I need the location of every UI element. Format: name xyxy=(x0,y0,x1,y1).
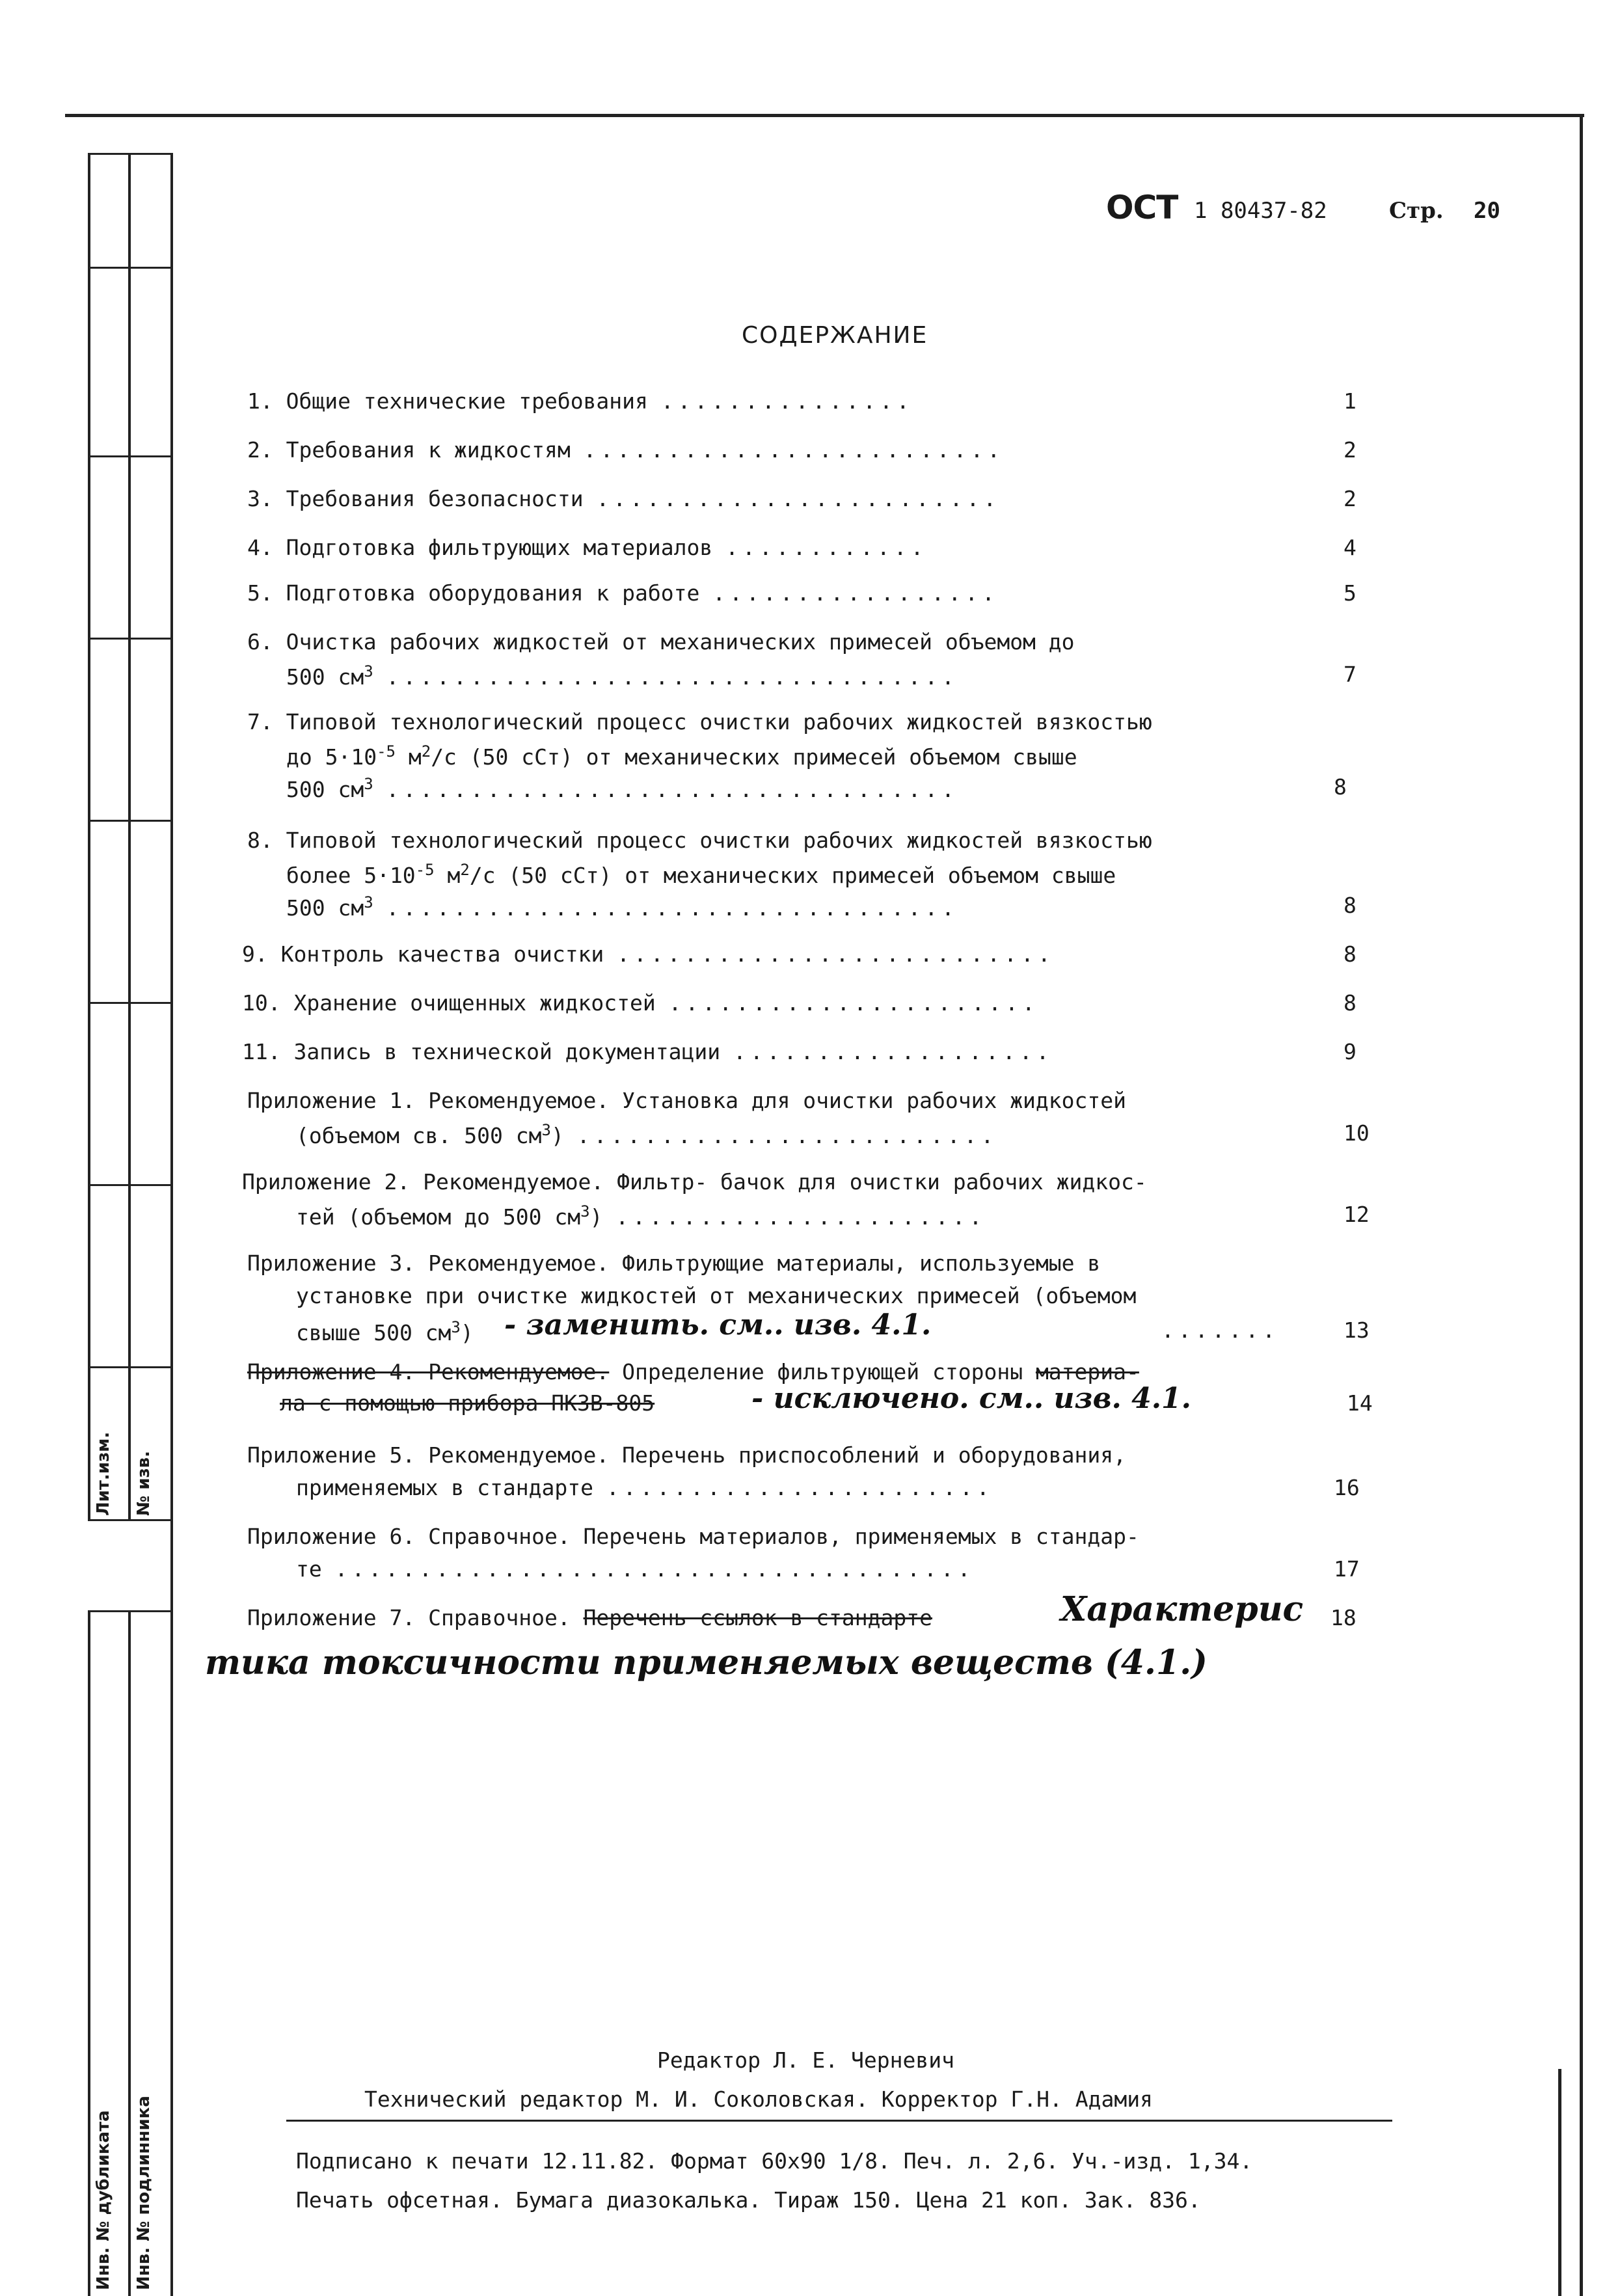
handwritten-note-title-part1: Характерис xyxy=(1060,1589,1304,1629)
toc-item-1: 1. Общие технические требования ............... xyxy=(247,388,913,414)
toc-page: 8 xyxy=(1343,990,1357,1016)
toc-appendix-1-line2: (объемом св. 500 $см^3$) ......................... xyxy=(296,1121,998,1148)
inv-podlinnika-label: Инв. № подлинника xyxy=(134,2096,154,2290)
side-strip-divider xyxy=(88,1519,172,1521)
frame-right-line xyxy=(1580,114,1583,2296)
doc-number: 1 80437-82 xyxy=(1194,198,1327,224)
toc-item-6-line2: 500 $см^3$ .................................. xyxy=(286,662,959,690)
toc-appendix-6-line1: Приложение 6. Справочное. Перечень материалов, применяемых в стандар- xyxy=(247,1524,1139,1549)
page-label: Стр. xyxy=(1389,198,1444,224)
frame-right-inner-line xyxy=(1558,2069,1561,2296)
toc-appendix-3-line1: Приложение 3. Рекомендуемое. Фильтрующие материалы, используемые в xyxy=(247,1250,1101,1276)
toc-item-8-line2: более $5\cdot 10^{-5}$ $м^2/с$ (50 сСт) от механических примесей объемом свыше xyxy=(286,861,1116,888)
handwritten-note-title-part2: тика токсичности применяемых веществ (4.1.) xyxy=(205,1643,1208,1682)
handwritten-note-replace: - заменить. см.. изв. 4.1. xyxy=(504,1308,932,1342)
toc-page: 17 xyxy=(1334,1556,1360,1582)
toc-page: 13 xyxy=(1343,1317,1370,1343)
side-strip-divider xyxy=(88,267,172,269)
toc-page: 10 xyxy=(1343,1120,1370,1146)
toc-appendix-4-line1: Приложение 4. Рекомендуемое. Определение фильтрующей стороны материа- xyxy=(247,1359,1139,1384)
toc-appendix-7-line1: Приложение 7. Справочное. Перечень ссылок в стандарте xyxy=(247,1605,932,1630)
toc-item-10: 10. Хранение очищенных жидкостей ...................... xyxy=(242,990,1039,1016)
side-strip-divider xyxy=(88,455,172,457)
lit-izm-label: Лит.изм. xyxy=(94,1431,113,1516)
toc-page: 2 xyxy=(1343,437,1357,463)
toc-item-8-line3: 500 $см^3$ .................................. xyxy=(286,893,959,921)
toc-item-2: 2. Требования к жидкостям ......................... xyxy=(247,437,1005,463)
toc-page: 18 xyxy=(1330,1605,1357,1630)
page-header xyxy=(1106,189,1522,234)
toc-page: 7 xyxy=(1343,662,1357,687)
toc-item-7-line3: 500 $см^3$ .................................. xyxy=(286,775,959,802)
print-info-line2: Печать офсетная. Бумага диазокалька. Тираж 150. Цена 21 коп. Зак. 836. xyxy=(296,2187,1201,2213)
toc-page: 12 xyxy=(1343,1202,1370,1227)
print-info-line1: Подписано к печати 12.11.82. Формат 60х90 1/8. Печ. л. 2,6. Уч.-изд. 1,34. xyxy=(296,2148,1253,2174)
toc-page: 5 xyxy=(1343,580,1357,606)
no-izv-label: № изв. xyxy=(134,1451,154,1516)
side-strip-divider xyxy=(88,1610,172,1612)
frame-top-line xyxy=(65,114,1584,117)
side-strip-outer-line-lower xyxy=(88,1610,90,2296)
toc-appendix-5-line2: применяемых в стандарте ....................... xyxy=(296,1475,993,1500)
toc-item-4: 4. Подготовка фильтрующих материалов ............ xyxy=(247,535,928,560)
side-strip-outer-line xyxy=(88,153,90,1519)
handwritten-note-excluded: - исключено. см.. изв. 4.1. xyxy=(751,1382,1191,1415)
page-number: 20 xyxy=(1474,198,1500,224)
side-strip-divider xyxy=(88,1366,172,1368)
toc-page: 1 xyxy=(1343,388,1357,414)
tech-editor-line: Технический редактор М. И. Соколовская. Корректор Г.Н. Адамия xyxy=(364,2087,1153,2112)
toc-item-8-line1: 8. Типовой технологический процесс очистки рабочих жидкостей вязкостью xyxy=(247,828,1152,853)
toc-dots: ....... xyxy=(1161,1317,1280,1343)
toc-appendix-6-line2: те ...................................... xyxy=(296,1556,975,1582)
toc-appendix-2-line1: Приложение 2. Рекомендуемое. Фильтр- бачок для очистки рабочих жидкос- xyxy=(242,1169,1147,1195)
toc-page: 8 xyxy=(1343,941,1357,967)
toc-item-7-line2: до $5\cdot 10^{-5}$ $м^2/с$ (50 сСт) от механических примесей объемом свыше xyxy=(286,742,1077,770)
toc-page: 14 xyxy=(1347,1390,1373,1416)
footer-rule xyxy=(286,2120,1392,2122)
toc-page: 2 xyxy=(1343,486,1357,511)
toc-item-11: 11. Запись в технической документации ................... xyxy=(242,1039,1053,1064)
toc-appendix-3-line3: свыше 500 $см^3$) xyxy=(296,1318,474,1345)
toc-item-9: 9. Контроль качества очистки .......................... xyxy=(242,941,1055,967)
toc-page: 9 xyxy=(1343,1039,1357,1064)
inv-dublikata-label: Инв. № дубликата xyxy=(94,2110,113,2290)
toc-item-6-line1: 6. Очистка рабочих жидкостей от механических примесей объемом до xyxy=(247,629,1075,655)
frame-left-line xyxy=(170,153,173,2296)
toc-appendix-1-line1: Приложение 1. Рекомендуемое. Установка для очистки рабочих жидкостей xyxy=(247,1088,1127,1113)
ost-label: ОСТ xyxy=(1106,189,1178,226)
toc-appendix-2-line2: тей (объемом до 500 $см^3$) ...................... xyxy=(296,1202,986,1230)
toc-page: 4 xyxy=(1343,535,1357,560)
toc-page: 8 xyxy=(1343,893,1357,918)
side-strip-divider xyxy=(88,1184,172,1186)
toc-appendix-5-line1: Приложение 5. Рекомендуемое. Перечень приспособлений и оборудования, xyxy=(247,1442,1127,1468)
toc-item-3: 3. Требования безопасности ........................ xyxy=(247,486,1001,511)
side-strip-divider xyxy=(88,638,172,640)
toc-page: 16 xyxy=(1334,1475,1360,1500)
editor-line: Редактор Л. Е. Черневич xyxy=(657,2047,954,2073)
side-strip-mid-line xyxy=(128,153,131,1519)
toc-page: 8 xyxy=(1334,774,1347,800)
page-title: СОДЕРЖАНИЕ xyxy=(742,322,928,349)
side-strip-mid-line-lower xyxy=(128,1610,131,2296)
side-strip-divider xyxy=(88,1002,172,1004)
toc-appendix-4-line2: ла с помощью прибора ПКЗВ-805 xyxy=(280,1390,655,1416)
toc-appendix-3-line2: установке при очистке жидкостей от механических примесей (объемом xyxy=(296,1283,1137,1308)
side-strip-divider xyxy=(88,820,172,822)
toc-item-7-line1: 7. Типовой технологический процесс очистки рабочих жидкостей вязкостью xyxy=(247,709,1152,735)
toc-item-5: 5. Подготовка оборудования к работе ................. xyxy=(247,580,999,606)
side-strip-divider xyxy=(88,153,172,155)
